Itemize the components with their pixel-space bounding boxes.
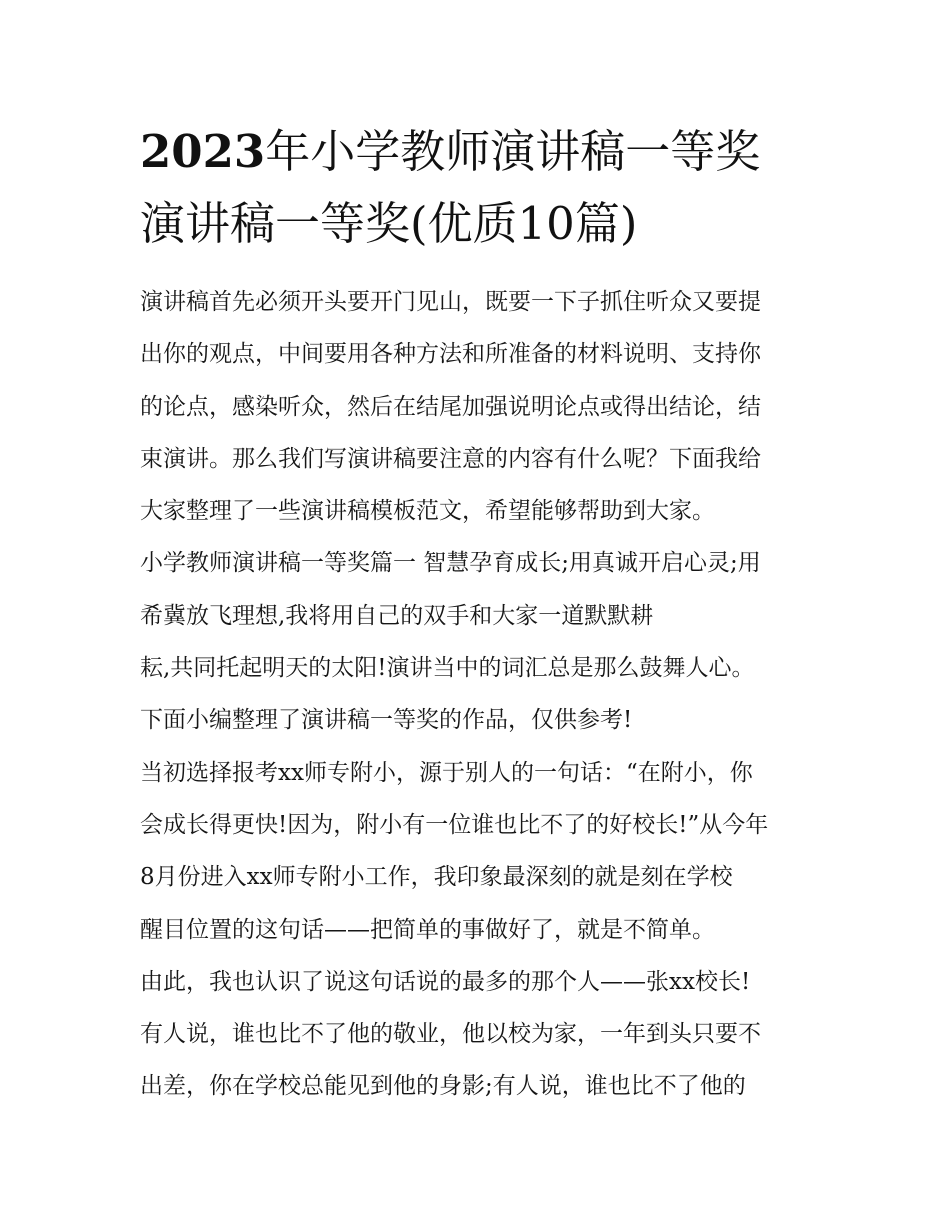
body-line: 出你的观点，中间要用各种方法和所准备的材料说明、支持你 [140, 341, 761, 368]
body-line: 8月份进入xx师专附小工作，我印象最深刻的就是刻在学校 [140, 864, 733, 891]
body-line: 大家整理了一些演讲稿模板范文，希望能够帮助到大家。 [140, 498, 715, 525]
document-title [140, 116, 830, 260]
body-line: 小学教师演讲稿一等奖篇一 智慧孕育成长;用真诚开启心灵;用 [140, 550, 761, 577]
body-line: 当初选择报考xx师专附小，源于别人的一句话：“在附小，你 [140, 759, 753, 786]
body-line: 束演讲。那么我们写演讲稿要注意的内容有什么呢？下面我给 [140, 445, 761, 472]
body-line: 出差，你在学校总能见到他的身影;有人说，谁也比不了他的 [140, 1073, 746, 1100]
body-line: 演讲稿首先必须开头要开门见山，既要一下子抓住听众又要提 [140, 289, 761, 315]
body-line: 下面小编整理了演讲稿一等奖的作品，仅供参考! [140, 707, 633, 734]
body-line: 希冀放飞理想,我将用自己的双手和大家一道默默耕 [140, 602, 654, 629]
body-line: 醒目位置的这句话——把简单的事做好了，就是不简单。 [140, 916, 715, 943]
body-line: 的论点，感染听众，然后在结尾加强说明论点或得出结论，结 [140, 393, 761, 420]
title-line-2: 演讲稿一等奖(优质10篇) [140, 197, 638, 250]
document-body [140, 283, 820, 1120]
body-line: 由此，我也认识了说这句话说的最多的那个人——张xx校长! [140, 968, 751, 995]
body-line: 耘,共同托起明天的太阳!演讲当中的词汇总是那么鼓舞人心。 [140, 655, 755, 682]
body-line: 会成长得更快!因为，附小有一位谁也比不了的好校长!”从今年 [140, 811, 769, 838]
title-line-1 [140, 116, 830, 188]
title-line-1-text: 年小学教师演讲稿一等奖 [265, 125, 761, 178]
title-year: 2023 [140, 125, 266, 178]
body-line: 有人说，谁也比不了他的敬业，他以校为家，一年到头只要不 [140, 1021, 761, 1048]
